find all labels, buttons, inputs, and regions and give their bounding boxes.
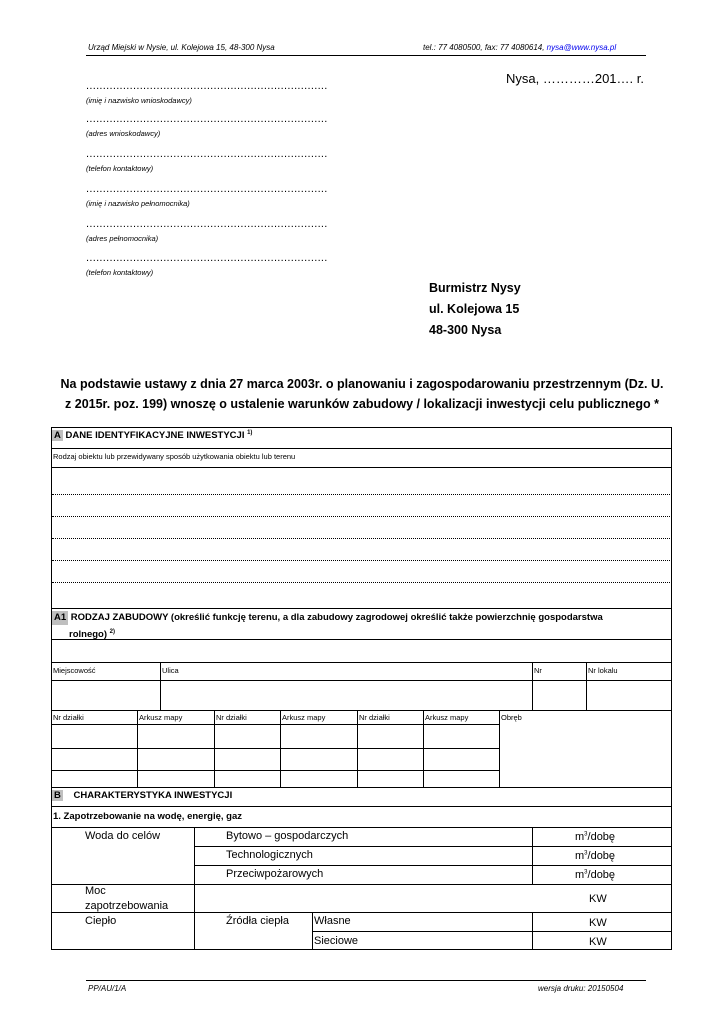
- proxy-address-dots[interactable]: ........................................................................: [86, 218, 328, 230]
- unit-m3-2: [575, 850, 615, 862]
- footer-code: PP/AU/1/A: [88, 984, 127, 993]
- recipient-line3: 48-300 Nysa: [429, 323, 502, 337]
- rule: [194, 846, 672, 847]
- proxy-name-caption: (imię i nazwisko pełnomocnika): [86, 199, 190, 208]
- unit-exp: 3: [584, 831, 588, 838]
- section-a1-letter: A1: [54, 612, 67, 623]
- label-plot-1: Nr działki: [53, 713, 84, 722]
- input-nr-lokalu[interactable]: [587, 681, 672, 709]
- title-line1: Na podstawie ustawy z dnia 27 marca 2003r. o planowaniu i zagospodarowaniu przestrzennym (Dz. U.: [60, 377, 664, 391]
- water-row-household: Bytowo – gospodarczych: [226, 830, 349, 842]
- header-phone-fax: tel.: 77 4080500, fax: 77 4080614,: [423, 43, 545, 52]
- unit-exp: 3: [584, 869, 588, 876]
- section-a-footnote: 1): [247, 430, 253, 436]
- section-a1-footnote: 2): [109, 629, 115, 635]
- heat-label: Ciepło: [85, 915, 117, 927]
- unit-exp: 3: [584, 850, 588, 857]
- unit-m: m: [575, 869, 585, 881]
- rule: [51, 827, 672, 828]
- section-a-title: DANE IDENTYFIKACYJNE INWESTYCJI: [65, 430, 245, 442]
- heat-own-label: Własne: [314, 915, 351, 927]
- description-line-3[interactable]: [52, 538, 670, 539]
- section-a-letter: A: [54, 430, 61, 442]
- recipient-line1: Burmistrz Nysy: [429, 281, 521, 295]
- plot-input-grid[interactable]: [52, 725, 499, 786]
- unit-m: m: [575, 850, 585, 862]
- applicant-phone-caption: (telefon kontaktowy): [86, 164, 154, 173]
- section-a1-title: RODZAJ ZABUDOWY (określić funkcję terenu, a dla zabudowy zagrodowej określić także powierzchnię gospodarstwa: [70, 612, 603, 623]
- label-sheet-3: Arkusz mapy: [425, 713, 469, 722]
- section-a1-heading-row1: [52, 611, 672, 625]
- description-line-5[interactable]: [52, 582, 670, 583]
- label-sheet-1: Arkusz mapy: [139, 713, 183, 722]
- header-contact: [423, 43, 616, 52]
- input-town[interactable]: [52, 681, 160, 709]
- rule: [51, 787, 672, 788]
- water-row-fire: Przeciwpożarowych: [226, 868, 324, 880]
- applicant-address-dots[interactable]: ........................................................................: [86, 113, 328, 125]
- title-line2: z 2015r. poz. 199) wnoszę o ustalenie warunków zabudowy / lokalizacji inwestycji celu publicznego *: [65, 397, 659, 411]
- unit-per-day: /dobę: [587, 831, 616, 843]
- input-nr[interactable]: [533, 681, 586, 709]
- rule: [194, 865, 672, 866]
- footer-rule: [86, 980, 646, 981]
- unit-kw-own: KW: [589, 917, 607, 929]
- unit-m: m: [575, 831, 585, 843]
- header-email-link[interactable]: nysa@www.nysa.pl: [546, 43, 617, 52]
- applicant-name-dots[interactable]: ........................................................................: [86, 80, 328, 92]
- unit-kw-power: KW: [589, 893, 607, 905]
- rule: [51, 639, 672, 640]
- applicant-name-caption: (imię i nazwisko wnioskodawcy): [86, 96, 192, 105]
- unit-m3-1: [575, 831, 615, 843]
- unit-kw-network: KW: [589, 936, 607, 948]
- label-nr: Nr: [534, 666, 542, 675]
- section-b-letter: B: [54, 790, 61, 801]
- input-water-values[interactable]: [533, 828, 571, 883]
- label-street: Ulica: [162, 666, 179, 675]
- power-label-2: zapotrzebowania: [85, 900, 169, 912]
- rule: [51, 448, 672, 449]
- input-power[interactable]: [195, 885, 575, 911]
- section-a-heading: [52, 430, 252, 441]
- section-b-sub1: 1. Zapotrzebowanie na wodę, energię, gaz: [53, 811, 242, 822]
- unit-m3-3: [575, 869, 615, 881]
- applicant-address-caption: (adres wnioskodawcy): [86, 129, 161, 138]
- place-date[interactable]: Nysa, …………201…. r.: [506, 71, 644, 86]
- label-sheet-2: Arkusz mapy: [282, 713, 326, 722]
- description-line-4[interactable]: [52, 560, 670, 561]
- header-rule: [86, 55, 646, 56]
- water-label: Woda do celów: [85, 830, 161, 842]
- proxy-address-caption: (adres pełnomocnika): [86, 234, 159, 243]
- unit-per-day: /dobę: [587, 869, 616, 881]
- proxy-phone-dots[interactable]: ........................................................................: [86, 252, 328, 264]
- power-label-1: Moc: [85, 885, 106, 897]
- section-b-title: CHARAKTERYSTYKA INWESTYCJI: [73, 790, 233, 801]
- document-title: [40, 374, 684, 414]
- rule: [51, 710, 672, 711]
- rule: [51, 467, 672, 468]
- footer-version: wersja druku: 20150504: [538, 984, 624, 993]
- rule: [51, 806, 672, 807]
- label-plot-3: Nr działki: [359, 713, 390, 722]
- heat-network-label: Sieciowe: [314, 935, 359, 947]
- label-nr-lokalu: Nr lokalu: [588, 666, 618, 675]
- proxy-name-dots[interactable]: ........................................................................: [86, 183, 328, 195]
- power-label: [85, 884, 168, 914]
- heat-sources-label: Źródła ciepła: [226, 915, 289, 927]
- section-a1-heading: [52, 611, 672, 642]
- recipient-line2: ul. Kolejowa 15: [429, 302, 520, 316]
- label-precinct: Obręb: [501, 713, 522, 722]
- input-precinct[interactable]: [500, 725, 672, 786]
- header-office: Urząd Miejski w Nysie, ul. Kolejowa 15, 48-300 Nysa: [88, 43, 275, 52]
- rule: [51, 662, 672, 663]
- applicant-phone-dots[interactable]: ........................................................................: [86, 148, 328, 160]
- input-street[interactable]: [161, 681, 532, 709]
- rule: [51, 608, 672, 609]
- description-line-2[interactable]: [52, 516, 670, 517]
- description-line-1[interactable]: [52, 494, 670, 495]
- label-town: Miejscowość: [53, 666, 96, 675]
- label-plot-2: Nr działki: [216, 713, 247, 722]
- unit-per-day: /dobę: [587, 850, 616, 862]
- proxy-phone-caption: (telefon kontaktowy): [86, 268, 154, 277]
- section-b-heading: [52, 790, 232, 801]
- input-heat-values[interactable]: [358, 913, 532, 948]
- section-a1-title-cont: rolnego): [69, 629, 107, 641]
- section-a-subheading: Rodzaj obiektu lub przewidywany sposób użytkowania obiektu lub terenu: [53, 452, 296, 461]
- water-row-technological: Technologicznych: [226, 849, 313, 861]
